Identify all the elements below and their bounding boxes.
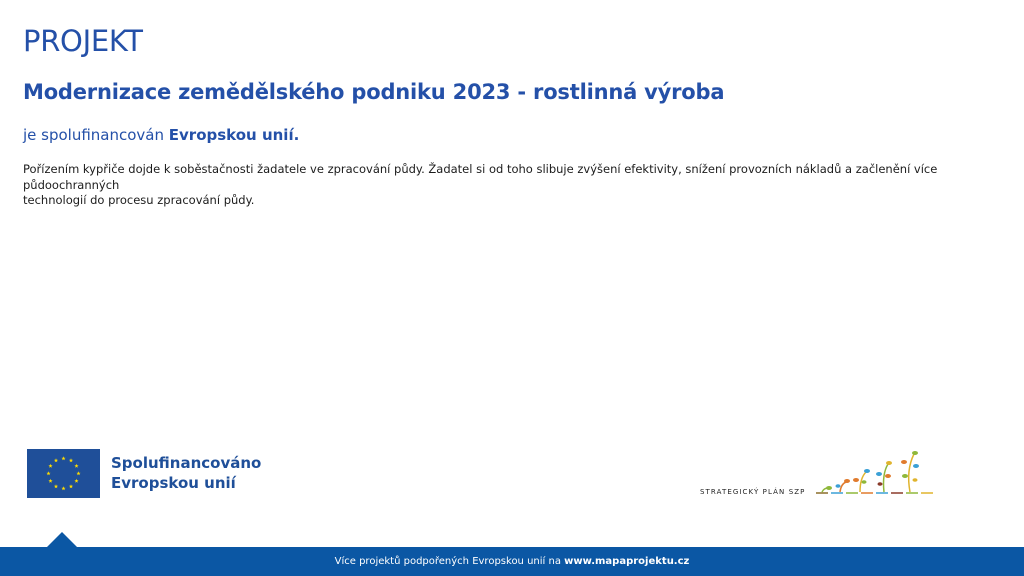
sprouting-plants-icon (816, 448, 936, 498)
footer-text: Více projektů podpořených Evropskou unií na (334, 556, 565, 567)
cofinancing-emphasis: Evropskou unií. (168, 126, 300, 144)
description-line-2: technologií do procesu zpracování půdy. (23, 193, 255, 207)
eu-logo-text (111, 453, 261, 493)
project-title: Modernizace zemědělského podniku 2023 - rostlinná výroba (23, 80, 725, 104)
eu-logo-line-2: Evropskou unií (111, 474, 236, 492)
strategic-plan-label: STRATEGICKÝ PLÁN SZP (700, 488, 806, 496)
description-line-1: Pořízením kypřiče dojde k soběstačnosti žadatele ve zpracování půdy. Žadatel si od toho slibuje zvýšení efektivity, snížení provozních nákladů a začlenění více půdoochranných (23, 162, 938, 192)
eu-flag-icon (27, 449, 100, 498)
footer-notch (47, 532, 77, 547)
page-label: PROJEKT (23, 24, 143, 58)
project-description (23, 162, 953, 209)
cofinancing-statement (23, 126, 299, 144)
footer-link[interactable]: www.mapaprojektu.cz (564, 556, 690, 567)
eu-logo-line-1: Spolufinancováno (111, 454, 262, 472)
strategic-plan-logo (700, 448, 940, 500)
footer-bar (0, 547, 1024, 576)
eu-cofunded-logo (27, 449, 267, 499)
cofinancing-prefix: je spolufinancován (23, 126, 169, 144)
